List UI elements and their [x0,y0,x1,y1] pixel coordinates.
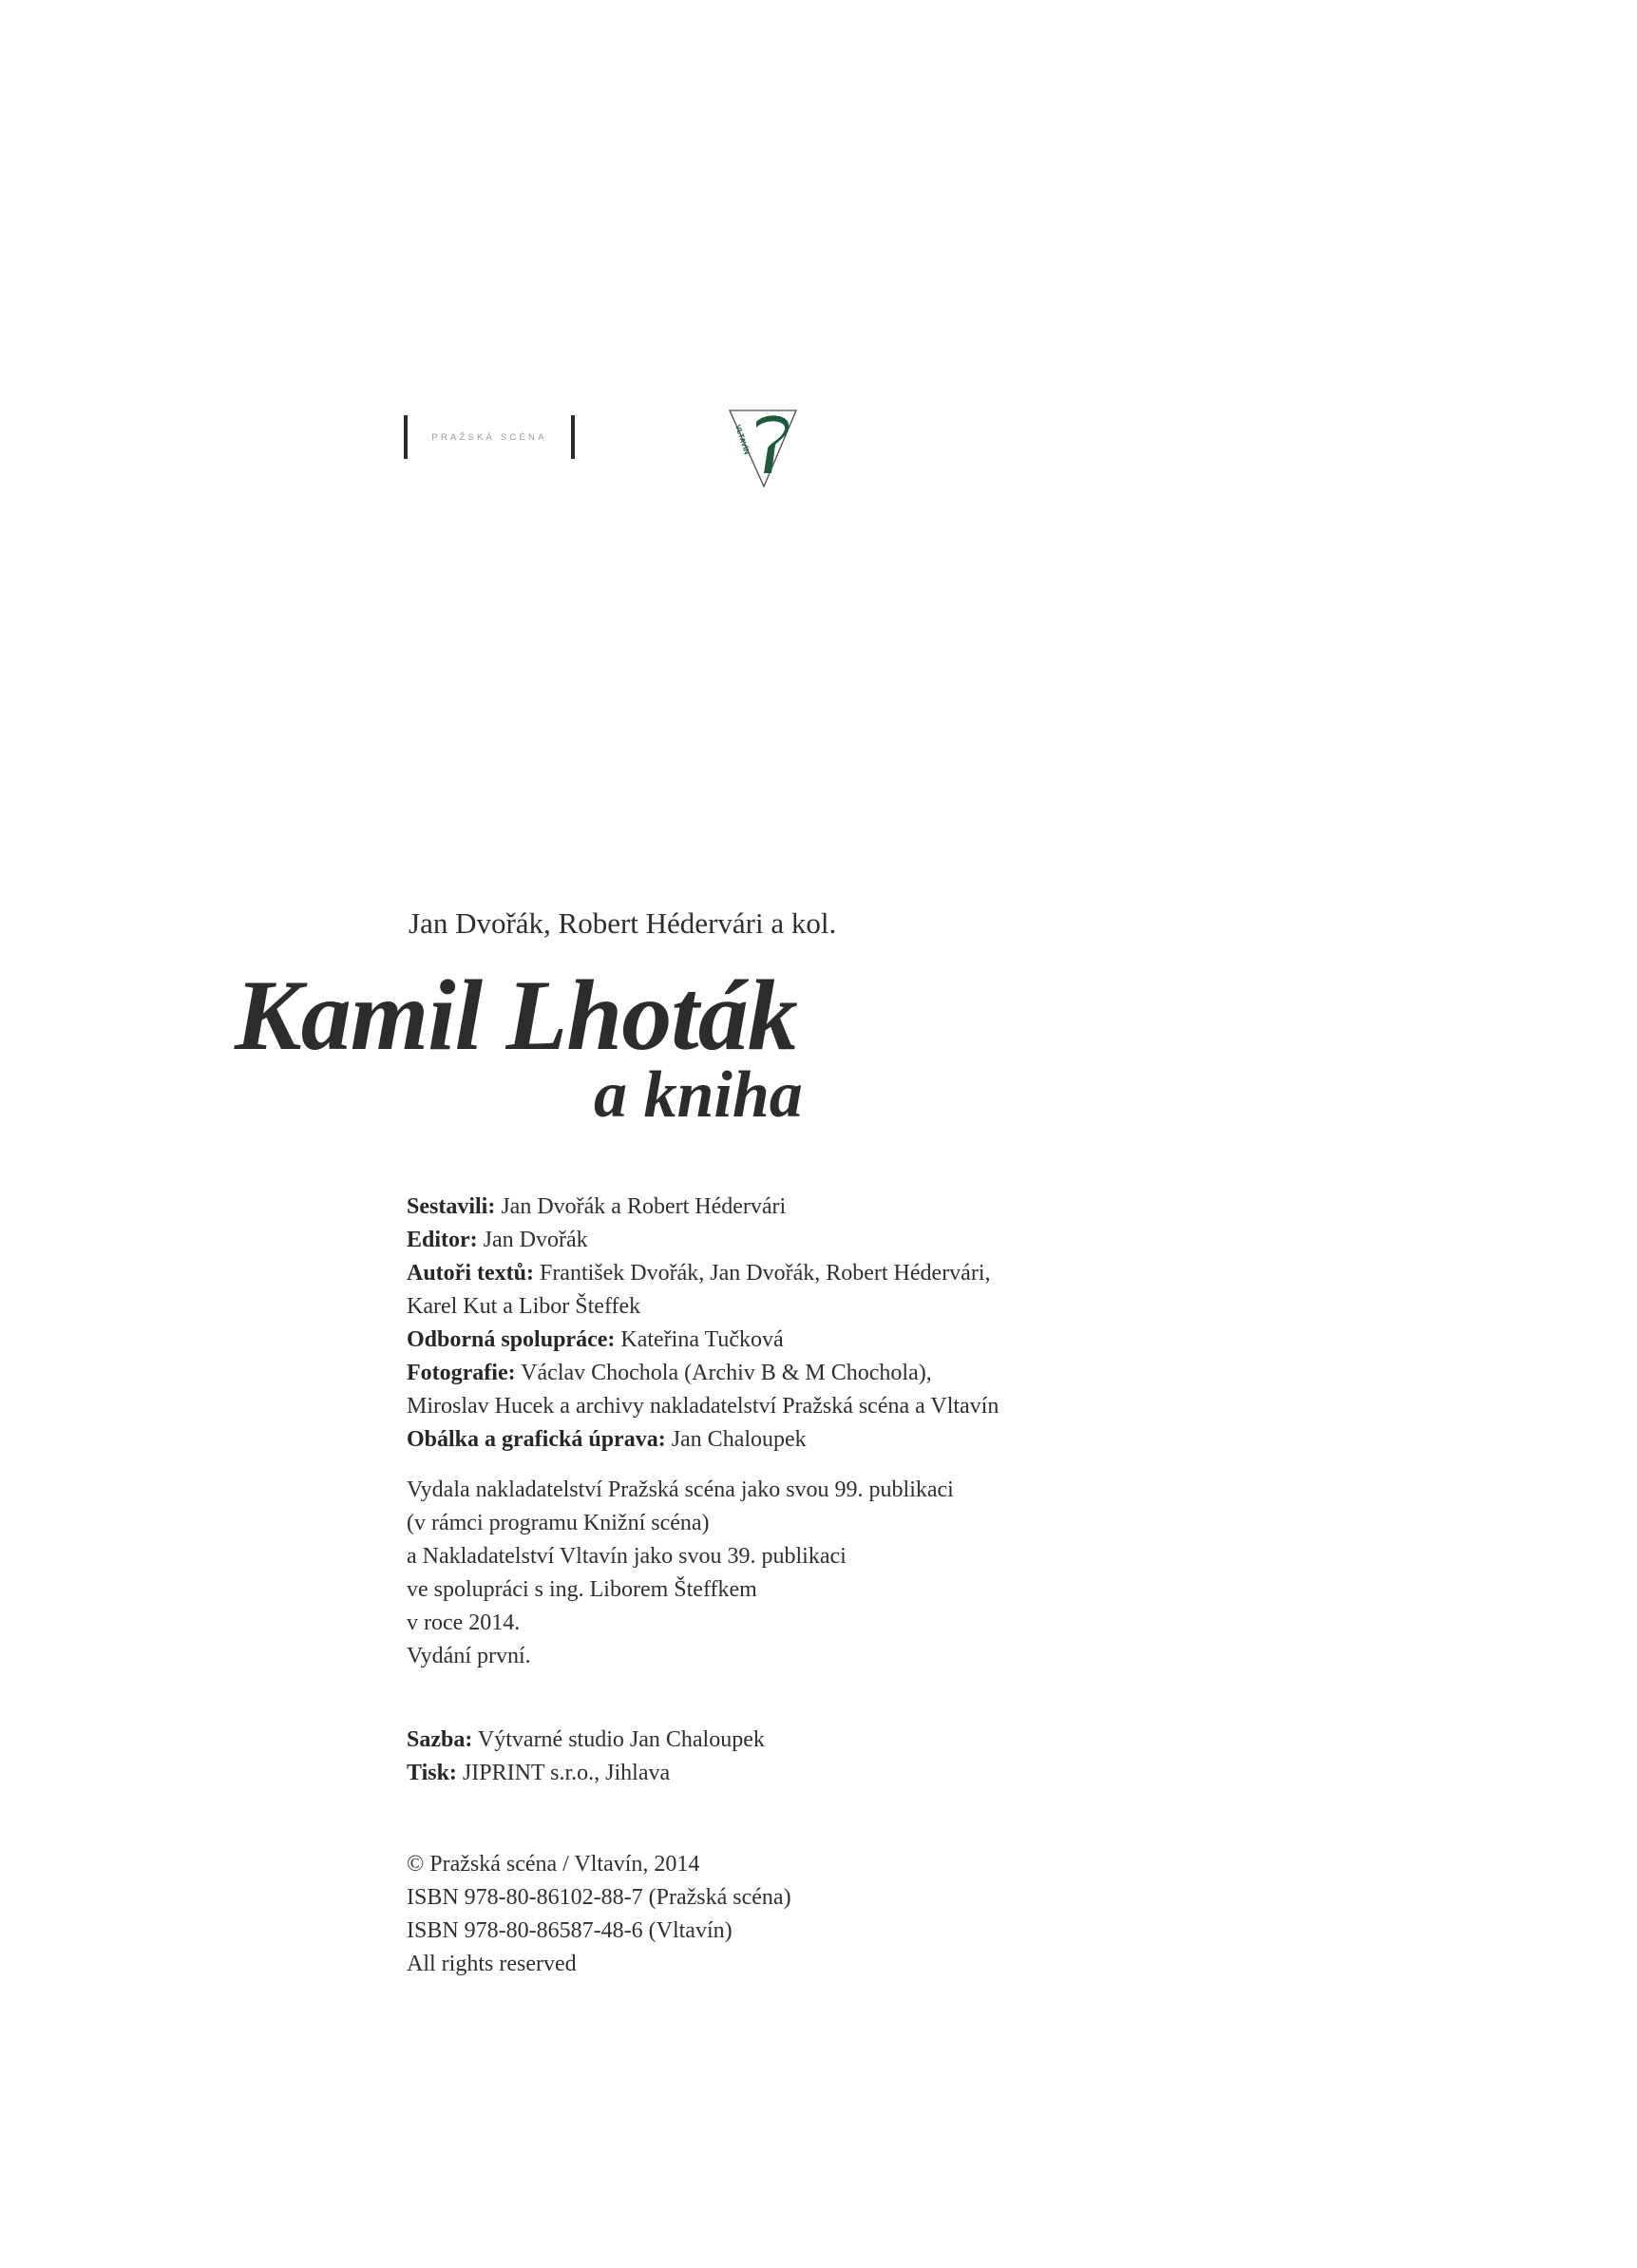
credit-value: Jan Chaloupek [665,1427,807,1452]
production-value: Výtvarné studio Jan Chaloupek [472,1727,765,1752]
production-line [407,1757,765,1790]
credit-line [407,1224,999,1257]
production-label: Tisk: [407,1761,457,1785]
production-value: JIPRINT s.r.o., Jihlava [456,1761,671,1785]
book-authors: Jan Dvořák, Robert Hédervári a kol. [409,906,837,940]
credit-value: Miroslav Hucek a archivy nakladatelství Pražská scéna a Vltavín [407,1394,999,1419]
credit-value: Václav Chochola (Archiv B & M Chochola), [515,1361,932,1385]
logo-right-bar [571,415,575,459]
prazska-scena-logo [404,414,575,460]
vltavin-logo-text: VLTAVÍN [733,423,752,456]
isbn-line: ISBN 978-80-86587-48-6 (Vltavín) [407,1918,733,1943]
copyright-block [407,1848,791,1981]
credit-label: Fotografie: [407,1361,516,1385]
credit-value: Jan Dvořák [477,1228,588,1252]
production-label: Sazba: [407,1727,473,1752]
vltavin-logo [728,409,798,488]
copyright-line: © Pražská scéna / Vltavín, 2014 [407,1852,700,1877]
credit-label: Sestavili: [407,1194,496,1219]
production-block [407,1724,765,1790]
rights-line: All rights reserved [407,1952,577,1976]
publication-line: v roce 2014. [407,1610,521,1635]
credit-line [407,1324,999,1357]
credit-line [407,1423,999,1457]
credit-line [407,1290,999,1324]
book-subtitle: a kniha [594,1058,803,1132]
credit-label: Odborná spolupráce: [407,1327,616,1352]
credit-line [407,1390,999,1423]
credit-line [407,1357,999,1390]
credit-value: Karel Kut a Libor Šteffek [407,1294,641,1319]
publication-block [407,1474,954,1673]
publication-line: ve spolupráci s ing. Liborem Šteffkem [407,1577,757,1602]
credit-value: Kateřina Tučková [615,1327,784,1352]
prazska-scena-logo-text: PRAŽSKÁ SCÉNA [431,431,547,443]
book-title: Kamil Lhoták [235,960,797,1071]
credit-label: Obálka a grafická úprava: [407,1427,666,1452]
isbn-line: ISBN 978-80-86102-88-7 (Pražská scéna) [407,1885,791,1910]
credit-value: František Dvořák, Jan Dvořák, Robert Hédervári, [533,1261,991,1286]
publication-line: Vydání první. [407,1644,531,1668]
credit-line [407,1257,999,1290]
production-line [407,1724,765,1757]
credits-block [407,1191,999,1457]
publication-line: (v rámci programu Knižní scéna) [407,1511,710,1535]
credit-value: Jan Dvořák a Robert Hédervári [495,1194,787,1219]
publication-line: a Nakladatelství Vltavín jako svou 39. publikaci [407,1544,847,1569]
credit-label: Editor: [407,1228,478,1252]
publication-line: Vydala nakladatelství Pražská scéna jako svou 99. publikaci [407,1477,954,1502]
credit-line [407,1191,999,1224]
credit-label: Autoři textů: [407,1261,534,1286]
